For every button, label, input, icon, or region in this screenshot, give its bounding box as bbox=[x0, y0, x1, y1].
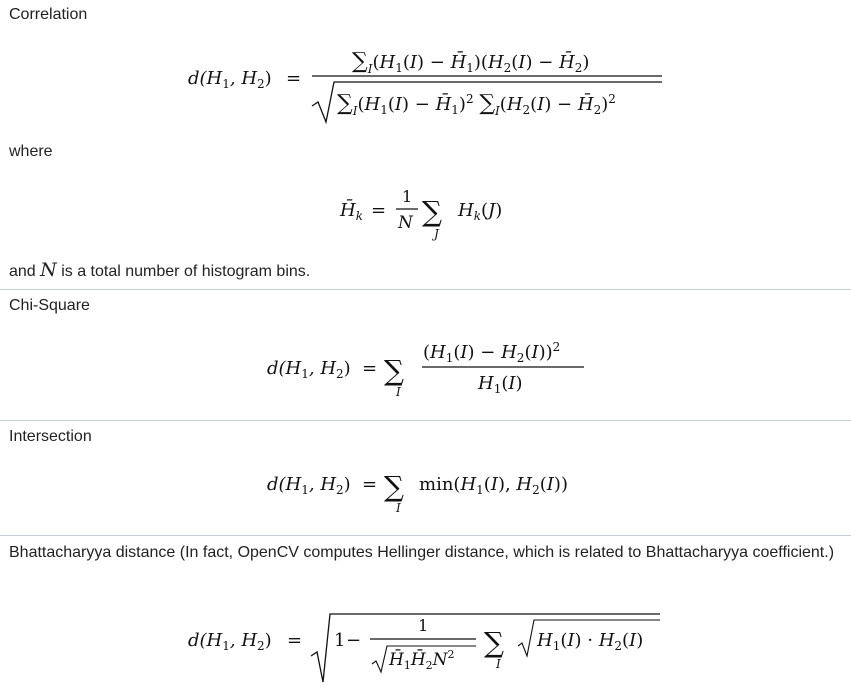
divider-2 bbox=[0, 420, 851, 421]
mean-sum-sub: J bbox=[434, 227, 439, 241]
bhattacharyya-rhs: $H_1(I) \cdot H_2(I)$ bbox=[537, 630, 644, 653]
bhattacharyya-lhs: $d(H_1$, $H_2$) bbox=[188, 630, 272, 653]
chi-equals: = bbox=[362, 358, 378, 379]
chi-sum-sub: I bbox=[396, 385, 401, 399]
bhattacharyya-sum-symbol: ∑ bbox=[484, 626, 504, 659]
chi-lhs: $d(H_1$, $H_2$) bbox=[267, 358, 351, 381]
mean-formula bbox=[0, 176, 851, 248]
mean-frac-den: N bbox=[398, 213, 413, 233]
correlation-lhs: $d(H_1$, $H_2$) bbox=[188, 68, 272, 91]
chi-denominator: $H_1(I)$ bbox=[478, 373, 523, 396]
bhattacharyya-formula bbox=[0, 606, 851, 692]
bins-note: and N is a total number of histogram bins. bbox=[9, 259, 311, 281]
intersection-equals: = bbox=[362, 474, 378, 495]
mean-frac-num: 1 bbox=[402, 187, 413, 206]
section-title-where: where bbox=[9, 143, 53, 160]
correlation-formula bbox=[0, 38, 851, 130]
divider-3 bbox=[0, 535, 851, 536]
correlation-denominator: $\sum_I(H_1(I)$ − $H̄_1)^2$ $\sum_I(H_2(I)$ − $H̄_2)^2$ bbox=[337, 91, 616, 118]
chi-numerator: $(H_1(I) - H_2(I))^2$ bbox=[423, 340, 561, 365]
bhattacharyya-sum-sub: I bbox=[496, 657, 501, 671]
section-title-correlation: Correlation bbox=[9, 6, 88, 23]
correlation-equals: = bbox=[286, 68, 302, 89]
bhattacharyya-equals: = bbox=[287, 630, 303, 651]
intersection-rhs: $\min(H_1(I)$, $H_2(I)$) bbox=[419, 474, 568, 497]
section-title-bhattacharyya: Bhattacharyya distance (In fact, OpenCV computes Hellinger distance, which is related to Bhattacharyya coefficient.) bbox=[9, 544, 835, 561]
intersection-formula bbox=[0, 460, 851, 524]
chi-sum-symbol: ∑ bbox=[384, 354, 404, 387]
section-title-intersection: Intersection bbox=[9, 428, 92, 445]
correlation-numerator: $\sum_I(H_1(I)$ − $H̄_1)(H_2(I)$ − $H̄_2$) bbox=[352, 49, 590, 76]
divider-1 bbox=[0, 289, 851, 290]
intersection-lhs: $d(H_1$, $H_2$) bbox=[267, 474, 351, 497]
bhattacharyya-frac-den: $H̄_1H̄_2N^2$ bbox=[389, 648, 455, 672]
chi-square-formula bbox=[0, 334, 851, 406]
section-title-chi-square: Chi-Square bbox=[9, 297, 90, 314]
bhattacharyya-minus: − bbox=[346, 630, 362, 651]
mean-equals: = bbox=[371, 200, 387, 221]
mean-rhs: $H_k(J)$ bbox=[458, 200, 503, 223]
mean-lhs: $H̄_k$ bbox=[340, 200, 363, 223]
mean-sum-symbol: ∑ bbox=[422, 195, 442, 228]
bhattacharyya-one: 1 bbox=[334, 630, 346, 651]
bhattacharyya-frac-num: 1 bbox=[418, 616, 429, 635]
intersection-sum-symbol: ∑ bbox=[384, 470, 404, 503]
intersection-sum-sub: I bbox=[396, 501, 401, 515]
